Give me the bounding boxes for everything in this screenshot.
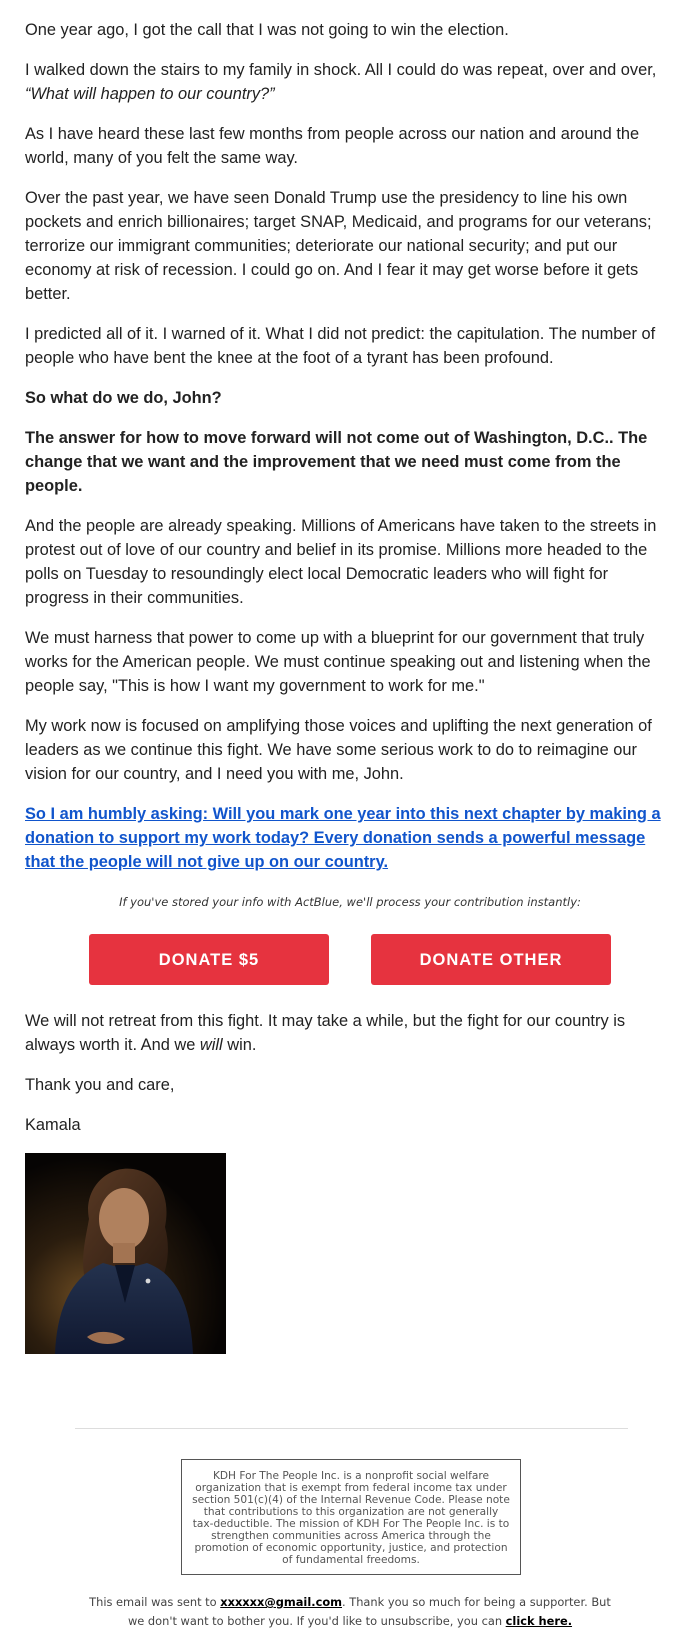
paragraph-predicted: I predicted all of it. I warned of it. What I did not predict: the capitulation. The number of people who have bent the knee at the foot of a tyrant has been profound. bbox=[25, 325, 656, 367]
quote-country: “What will happen to our country?” bbox=[25, 85, 275, 103]
paragraph-shock bbox=[25, 58, 675, 106]
footer-sent-prefix: This email was sent to bbox=[89, 1595, 221, 1609]
donate-other-button[interactable]: DONATE OTHER bbox=[371, 934, 611, 985]
unsubscribe-link[interactable]: click here. bbox=[505, 1614, 573, 1628]
signature: Kamala bbox=[25, 1116, 81, 1134]
paragraph-people-speaking: And the people are already speaking. Millions of Americans have taken to the streets in protest out of love of our country and belief in its promise. Millions more headed to the polls on Tuesday to resoundingly elect local Democratic leaders who will fight for progress in their communities. bbox=[25, 517, 657, 607]
email-body bbox=[25, 18, 675, 1354]
paragraph-past-year: Over the past year, we have seen Donald Trump use the presidency to line his own pockets and enrich billionaires; target SNAP, Medicaid, and programs for our veterans; terrorize our immigrant communities; deteriorate our national security; and put our economy at risk of recession. I could go on. And I fear it may get worse before it gets better. bbox=[25, 189, 652, 303]
paragraph-not-retreat-text: We will not retreat from this fight. It may take a while, but the fight for our country is always worth it. And we bbox=[25, 1012, 626, 1054]
donate-buttons bbox=[25, 934, 675, 985]
donate-5-button[interactable]: DONATE $5 bbox=[89, 934, 329, 985]
portrait-photo bbox=[25, 1153, 226, 1354]
paragraph-answer: The answer for how to move forward will not come out of Washington, D.C.. The change that we want and the improvement that we need must come from the people. bbox=[25, 429, 648, 495]
paragraph-shock-text: I walked down the stairs to my family in shock. All I could do was repeat, over and over, bbox=[25, 61, 657, 79]
paragraph-election-call: One year ago, I got the call that I was not going to win the election. bbox=[25, 21, 509, 39]
footer-unsubscribe bbox=[80, 1593, 620, 1631]
legal-disclaimer: KDH For The People Inc. is a nonprofit social welfare organization that is exempt from federal income tax under section 501(c)(4) of the Internal Revenue Code. Please note that contributions to this organization are not generally tax-deductible. The mission of KDH For The People Inc. is to strengthen communities across America through the promotion of economic opportunity, justice, and protection of fundamental freedoms. bbox=[181, 1459, 521, 1575]
emphasis-will: will bbox=[199, 1036, 223, 1054]
paragraph-not-retreat-tail: win. bbox=[222, 1036, 257, 1054]
paragraph-harness-power: We must harness that power to come up with a blueprint for our government that truly works for the American people. We must continue speaking out and listening when the people say, "This is how I want my government to work for me." bbox=[25, 629, 651, 695]
recipient-email-link[interactable]: xxxxxx@gmail.com bbox=[220, 1595, 343, 1609]
paragraph-my-work: My work now is focused on amplifying those voices and uplifting the next generation of leaders as we continue this fight. We have some serious work to do to reimagine our vision for our country, and I need you with me, John. bbox=[25, 717, 652, 783]
actblue-note: If you've stored your info with ActBlue, we'll process your contribution instantly: bbox=[119, 895, 581, 909]
footer-divider bbox=[75, 1428, 628, 1429]
paragraph-what-do-we-do: So what do we do, John? bbox=[25, 389, 222, 407]
paragraph-not-retreat bbox=[25, 1009, 675, 1057]
paragraph-same-way: As I have heard these last few months from people across our nation and around the world, many of you felt the same way. bbox=[25, 125, 640, 167]
donation-ask-link[interactable]: So I am humbly asking: Will you mark one year into this next chapter by making a donation to support my work today? Every donation sends a powerful message that the people will not give up on our country. bbox=[25, 805, 661, 871]
footer-sent-text: . Thank you so much for being a supporter. But we don't want to bother you. If you'd like to unsubscribe, you can bbox=[127, 1595, 611, 1628]
signoff: Thank you and care, bbox=[25, 1076, 175, 1094]
